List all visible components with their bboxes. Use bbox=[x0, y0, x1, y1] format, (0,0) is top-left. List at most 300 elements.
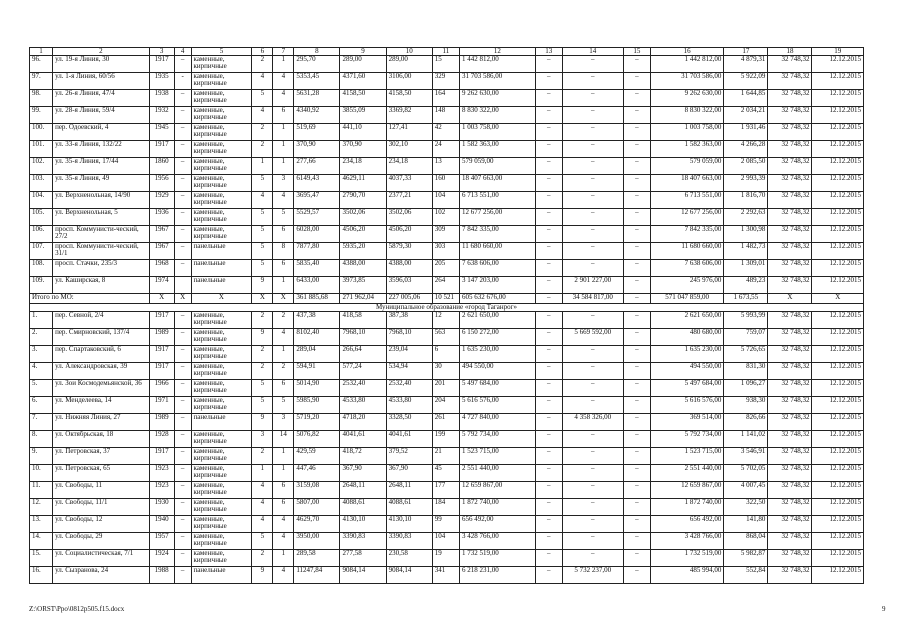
table-cell: 3106,00 bbox=[386, 73, 432, 90]
table-cell: пер. Спартаковский, 6 bbox=[53, 346, 150, 363]
table-cell: 32 748,32 bbox=[768, 482, 812, 499]
table-cell: 13 bbox=[432, 158, 459, 175]
table-cell: 141,80 bbox=[724, 516, 768, 533]
table-cell: 289,04 bbox=[294, 346, 340, 363]
table-cell: 264 bbox=[432, 277, 459, 294]
table-cell: 1966 bbox=[149, 380, 174, 397]
table-cell: 1917 bbox=[149, 56, 174, 73]
table-cell: 24 bbox=[432, 141, 459, 158]
table-cell: 1967 bbox=[149, 226, 174, 243]
table-cell: 3502,06 bbox=[386, 209, 432, 226]
table-cell: 32 748,32 bbox=[768, 448, 812, 465]
table-cell: 204 bbox=[432, 397, 459, 414]
table-cell: 99 bbox=[432, 516, 459, 533]
table-cell: 9084,14 bbox=[386, 567, 432, 584]
table-cell: 494 550,00 bbox=[650, 363, 723, 380]
table-cell: 32 748,32 bbox=[768, 516, 812, 533]
table-cell: 106. bbox=[30, 226, 53, 243]
table-cell: 519,69 bbox=[294, 124, 340, 141]
table-cell: – bbox=[535, 431, 562, 448]
table-cell: 12.12.2015 bbox=[812, 380, 864, 397]
table-cell: 868,04 bbox=[724, 533, 768, 550]
table-cell: – bbox=[623, 448, 650, 465]
total-cell: 10 521 bbox=[432, 294, 459, 304]
table-cell: 2648,11 bbox=[386, 482, 432, 499]
table-cell: 6 bbox=[432, 346, 459, 363]
table-cell: 2 292,63 bbox=[724, 209, 768, 226]
table-cell: – bbox=[535, 56, 562, 73]
table-cell: 32 748,32 bbox=[768, 124, 812, 141]
table-cell: 104 bbox=[432, 533, 459, 550]
table-cell: 5. bbox=[30, 380, 53, 397]
table-cell: – bbox=[174, 260, 191, 277]
table-cell: 12.12.2015 bbox=[812, 56, 864, 73]
table-cell: каменные, кирпичные bbox=[191, 56, 252, 73]
table-cell: 15 bbox=[432, 56, 459, 73]
table-cell: 577,24 bbox=[340, 363, 386, 380]
table-cell: 2 551 440,00 bbox=[650, 465, 723, 482]
table-cell: 1860 bbox=[149, 158, 174, 175]
table-cell: 12. bbox=[30, 499, 53, 516]
table-cell: – bbox=[562, 73, 623, 90]
table-cell: 12.12.2015 bbox=[812, 567, 864, 584]
table-cell: каменные, кирпичные bbox=[191, 141, 252, 158]
table-cell: 201 bbox=[432, 380, 459, 397]
table-cell: – bbox=[535, 226, 562, 243]
table-cell: – bbox=[174, 107, 191, 124]
table-cell: – bbox=[623, 90, 650, 107]
table-cell: 104. bbox=[30, 192, 53, 209]
column-number-5: 5 bbox=[191, 48, 252, 56]
table-cell: 9 bbox=[252, 329, 273, 346]
table-cell: 5 bbox=[252, 175, 273, 192]
table-cell: 5 bbox=[273, 209, 294, 226]
table-cell: 199 bbox=[432, 431, 459, 448]
table-cell: ул. 35-я Линия, 17/44 bbox=[53, 158, 150, 175]
total-label: Итого по МО: bbox=[30, 294, 150, 304]
table-cell: 759,07 bbox=[724, 329, 768, 346]
table-cell: ул. 19-я Линия, 30 bbox=[53, 56, 150, 73]
table-cell: 102. bbox=[30, 158, 53, 175]
table-cell: 16. bbox=[30, 567, 53, 584]
table-cell: 5985,90 bbox=[294, 397, 340, 414]
total-cell: 571 047 859,00 bbox=[650, 294, 723, 304]
table-cell: 2 034,21 bbox=[724, 107, 768, 124]
table-row bbox=[30, 465, 864, 482]
table-row bbox=[30, 550, 864, 567]
table-cell: каменные, кирпичные bbox=[191, 124, 252, 141]
table-cell: 12.12.2015 bbox=[812, 209, 864, 226]
table-cell: 11247,84 bbox=[294, 567, 340, 584]
table-cell: – bbox=[562, 56, 623, 73]
table-cell: 563 bbox=[432, 329, 459, 346]
table-cell: – bbox=[535, 397, 562, 414]
table-cell: каменные, кирпичные bbox=[191, 312, 252, 329]
table-cell: каменные, кирпичные bbox=[191, 397, 252, 414]
table-cell: 12.12.2015 bbox=[812, 107, 864, 124]
table-cell: 437,38 bbox=[294, 312, 340, 329]
column-number-12: 12 bbox=[460, 48, 536, 56]
table-cell: 3973,85 bbox=[340, 277, 386, 294]
table-cell: каменные, кирпичные bbox=[191, 329, 252, 346]
table-cell: – bbox=[174, 397, 191, 414]
table-cell: каменные, кирпичные bbox=[191, 158, 252, 175]
total-cell: Х bbox=[812, 294, 864, 304]
table-cell: ул. Менделеева, 14 bbox=[53, 397, 150, 414]
table-cell: 6149,43 bbox=[294, 175, 340, 192]
table-cell: 11 680 660,00 bbox=[460, 243, 536, 260]
table-cell: 5 616 576,00 bbox=[650, 397, 723, 414]
table-cell: 1 bbox=[273, 465, 294, 482]
table-cell: 5 bbox=[252, 260, 273, 277]
table-cell: 32 748,32 bbox=[768, 397, 812, 414]
table-cell: 1940 bbox=[149, 516, 174, 533]
table-cell: 5 732 237,00 bbox=[562, 567, 623, 584]
table-cell: 480 680,00 bbox=[650, 329, 723, 346]
total-cell: 271 962,04 bbox=[340, 294, 386, 304]
table-cell: 101. bbox=[30, 141, 53, 158]
table-cell: 14. bbox=[30, 533, 53, 550]
table-cell: ул. Верхненольная, 5 bbox=[53, 209, 150, 226]
table-cell: 2377,21 bbox=[386, 192, 432, 209]
section-header-row bbox=[30, 304, 864, 312]
table-cell: 239,04 bbox=[386, 346, 432, 363]
table-cell: 5 982,87 bbox=[724, 550, 768, 567]
table-cell: 108. bbox=[30, 260, 53, 277]
table-cell: 4 bbox=[252, 192, 273, 209]
table-cell: 4 bbox=[273, 192, 294, 209]
table-cell: 2 993,39 bbox=[724, 175, 768, 192]
table-row bbox=[30, 312, 864, 329]
column-number-3: 3 bbox=[149, 48, 174, 56]
table-row bbox=[30, 90, 864, 107]
table-cell: 12.12.2015 bbox=[812, 312, 864, 329]
page-number: 9 bbox=[882, 605, 886, 613]
table-cell: 2648,11 bbox=[340, 482, 386, 499]
table-cell: ул. Социалистическая, 7/1 bbox=[53, 550, 150, 567]
table-cell: 1 482,73 bbox=[724, 243, 768, 260]
table-cell: – bbox=[535, 482, 562, 499]
table-cell: 4. bbox=[30, 363, 53, 380]
table-cell: – bbox=[174, 533, 191, 550]
table-cell: 1 442 812,00 bbox=[650, 56, 723, 73]
table-cell: 2 bbox=[273, 312, 294, 329]
table-cell: 4 bbox=[273, 73, 294, 90]
table-cell: – bbox=[174, 499, 191, 516]
table-row bbox=[30, 107, 864, 124]
table-body bbox=[30, 48, 864, 584]
table-cell: 32 748,32 bbox=[768, 277, 812, 294]
table-cell: 1 644,85 bbox=[724, 90, 768, 107]
table-cell: 1 816,70 bbox=[724, 192, 768, 209]
table-cell: 6 713 551,00 bbox=[650, 192, 723, 209]
table-cell: панельные bbox=[191, 567, 252, 584]
table-cell: – bbox=[535, 363, 562, 380]
table-cell: 12.12.2015 bbox=[812, 397, 864, 414]
table-cell: просп. Стачки, 235/3 bbox=[53, 260, 150, 277]
table-cell: – bbox=[174, 346, 191, 363]
table-cell: 19 bbox=[432, 550, 459, 567]
table-cell: 32 748,32 bbox=[768, 550, 812, 567]
table-cell: 12 bbox=[432, 312, 459, 329]
column-number-1: 1 bbox=[30, 48, 53, 56]
table-cell: 6 218 231,00 bbox=[460, 567, 536, 584]
table-cell: 579 059,00 bbox=[650, 158, 723, 175]
table-cell: 7 638 606,00 bbox=[460, 260, 536, 277]
table-cell: 6 713 551,00 bbox=[460, 192, 536, 209]
table-row bbox=[30, 209, 864, 226]
table-cell: - bbox=[174, 73, 191, 90]
table-cell: 12.12.2015 bbox=[812, 175, 864, 192]
table-cell: 5 bbox=[252, 380, 273, 397]
table-cell: 32 748,32 bbox=[768, 192, 812, 209]
table-cell: 1 bbox=[252, 465, 273, 482]
table-cell: 4 bbox=[273, 533, 294, 550]
table-cell: 32 748,32 bbox=[768, 243, 812, 260]
table-cell: 1. bbox=[30, 312, 53, 329]
table-cell: 418,58 bbox=[340, 312, 386, 329]
table-row bbox=[30, 124, 864, 141]
table-cell: каменные, кирпичные bbox=[191, 499, 252, 516]
table-cell: ул. Свободы, 11 bbox=[53, 482, 150, 499]
table-cell: просп. Коммунисти-ческий, 27/2 bbox=[53, 226, 150, 243]
table-cell: – bbox=[623, 277, 650, 294]
table-cell: 8 bbox=[273, 243, 294, 260]
table-cell: – bbox=[535, 380, 562, 397]
table-cell: 938,30 bbox=[724, 397, 768, 414]
total-cell: Х bbox=[273, 294, 294, 304]
table-cell: – bbox=[535, 175, 562, 192]
table-cell: 5 922,09 bbox=[724, 73, 768, 90]
table-cell: 1923 bbox=[149, 482, 174, 499]
table-cell: 289,58 bbox=[294, 550, 340, 567]
table-cell: 3390,83 bbox=[386, 533, 432, 550]
column-number-7: 7 bbox=[273, 48, 294, 56]
table-cell: ул. 1-я Линия, 60/56 bbox=[53, 73, 150, 90]
table-cell: 5353,45 bbox=[294, 73, 340, 90]
table-cell: 6 bbox=[273, 499, 294, 516]
table-cell: 11. bbox=[30, 482, 53, 499]
table-cell: 5 993,99 bbox=[724, 312, 768, 329]
table-cell: 2 621 650,00 bbox=[650, 312, 723, 329]
table-cell: 2 085,50 bbox=[724, 158, 768, 175]
table-cell: 4 266,28 bbox=[724, 141, 768, 158]
table-cell: 370,90 bbox=[294, 141, 340, 158]
table-cell: 3 bbox=[273, 175, 294, 192]
table-cell: 8102,40 bbox=[294, 329, 340, 346]
table-cell: 45 bbox=[432, 465, 459, 482]
table-cell: – bbox=[174, 209, 191, 226]
total-cell: 361 885,68 bbox=[294, 294, 340, 304]
table-cell: каменные, кирпичные bbox=[191, 107, 252, 124]
table-cell: – bbox=[562, 90, 623, 107]
table-cell: – bbox=[623, 141, 650, 158]
table-cell: – bbox=[174, 90, 191, 107]
table-cell: 32 748,32 bbox=[768, 567, 812, 584]
table-cell: – bbox=[174, 567, 191, 584]
table-cell: каменные, кирпичные bbox=[191, 90, 252, 107]
table-cell: – bbox=[535, 107, 562, 124]
table-cell: 1 bbox=[273, 56, 294, 73]
table-cell: 1 523 715,00 bbox=[650, 448, 723, 465]
table-cell: – bbox=[623, 499, 650, 516]
table-cell: 3328,50 bbox=[386, 414, 432, 431]
table-cell: 2 621 650,00 bbox=[460, 312, 536, 329]
table-cell: 1 931,46 bbox=[724, 124, 768, 141]
table-cell: 32 748,32 bbox=[768, 73, 812, 90]
table-cell: 831,30 bbox=[724, 363, 768, 380]
table-cell: – bbox=[535, 465, 562, 482]
table-cell: 2. bbox=[30, 329, 53, 346]
table-row bbox=[30, 73, 864, 90]
table-cell: 7 842 335,00 bbox=[460, 226, 536, 243]
table-row bbox=[30, 346, 864, 363]
table-cell: 4388,00 bbox=[386, 260, 432, 277]
table-cell: 1 003 758,00 bbox=[460, 124, 536, 141]
table-cell: 4 879,31 bbox=[724, 56, 768, 73]
total-row bbox=[30, 294, 864, 304]
table-cell: 3596,03 bbox=[386, 277, 432, 294]
table-cell: – bbox=[623, 414, 650, 431]
table-cell: 1 bbox=[273, 124, 294, 141]
table-cell: – bbox=[535, 533, 562, 550]
table-row bbox=[30, 448, 864, 465]
table-cell: 5 792 734,00 bbox=[460, 431, 536, 448]
table-cell: 4130,10 bbox=[386, 516, 432, 533]
table-cell: – bbox=[623, 243, 650, 260]
table-cell: 1967 bbox=[149, 243, 174, 260]
table-cell: 369 514,00 bbox=[650, 414, 723, 431]
table-row bbox=[30, 175, 864, 192]
table-cell: 12.12.2015 bbox=[812, 516, 864, 533]
column-number-13: 13 bbox=[535, 48, 562, 56]
column-number-11: 11 bbox=[432, 48, 459, 56]
table-cell: 32 748,32 bbox=[768, 465, 812, 482]
table-cell: ул. 26-я Линия, 47/4 bbox=[53, 90, 150, 107]
table-cell: 302,10 bbox=[386, 141, 432, 158]
table-cell: ул. Свободы, 12 bbox=[53, 516, 150, 533]
table-cell: – bbox=[623, 516, 650, 533]
table-cell: 12.12.2015 bbox=[812, 90, 864, 107]
table-cell: 367,90 bbox=[340, 465, 386, 482]
table-cell: 230,58 bbox=[386, 550, 432, 567]
total-cell: 605 632 676,00 bbox=[460, 294, 536, 304]
table-cell: 184 bbox=[432, 499, 459, 516]
table-row bbox=[30, 329, 864, 346]
table-cell: каменные, кирпичные bbox=[191, 192, 252, 209]
table-cell: 367,90 bbox=[386, 465, 432, 482]
table-row bbox=[30, 431, 864, 448]
table-cell: 96. bbox=[30, 56, 53, 73]
column-number-16: 16 bbox=[650, 48, 723, 56]
table-row bbox=[30, 397, 864, 414]
table-cell: 4 bbox=[252, 516, 273, 533]
table-cell: 261 bbox=[432, 414, 459, 431]
table-cell: 1 635 230,00 bbox=[460, 346, 536, 363]
table-cell: 1974 bbox=[149, 277, 174, 294]
table-cell: ул. Свободы, 11/1 bbox=[53, 499, 150, 516]
table-cell: – bbox=[535, 550, 562, 567]
table-cell: 6433,00 bbox=[294, 277, 340, 294]
table-cell: ул. Нижняя Линия, 27 bbox=[53, 414, 150, 431]
table-cell: 5807,00 bbox=[294, 499, 340, 516]
table-cell: 429,59 bbox=[294, 448, 340, 465]
table-cell: 7 842 335,00 bbox=[650, 226, 723, 243]
table-cell: ул. 33-я Линия, 132/22 bbox=[53, 141, 150, 158]
table-cell: 4088,61 bbox=[340, 499, 386, 516]
table-cell: 160 bbox=[432, 175, 459, 192]
table-cell: 1917 bbox=[149, 448, 174, 465]
total-cell: Х bbox=[768, 294, 812, 304]
column-number-10: 10 bbox=[386, 48, 432, 56]
table-cell: – bbox=[623, 312, 650, 329]
column-number-14: 14 bbox=[562, 48, 623, 56]
table-cell: 4718,20 bbox=[340, 414, 386, 431]
table-cell: – bbox=[535, 243, 562, 260]
table-cell: – bbox=[174, 414, 191, 431]
table-cell: 12.12.2015 bbox=[812, 226, 864, 243]
table-cell: 12.12.2015 bbox=[812, 550, 864, 567]
table-cell: каменные, кирпичные bbox=[191, 73, 252, 90]
table-cell: 552,84 bbox=[724, 567, 768, 584]
table-cell: 4629,11 bbox=[340, 175, 386, 192]
table-cell: 32 748,32 bbox=[768, 346, 812, 363]
table-cell: 1971 bbox=[149, 397, 174, 414]
table-cell: 6028,00 bbox=[294, 226, 340, 243]
table-cell: – bbox=[174, 363, 191, 380]
table-cell: 104 bbox=[432, 192, 459, 209]
table-cell: – bbox=[174, 158, 191, 175]
table-cell: 4158,50 bbox=[386, 90, 432, 107]
table-cell: – bbox=[174, 431, 191, 448]
table-cell: 3 147 203,00 bbox=[460, 277, 536, 294]
table-cell: 205 bbox=[432, 260, 459, 277]
table-cell: 12.12.2015 bbox=[812, 277, 864, 294]
table-row bbox=[30, 277, 864, 294]
table-cell: 5719,20 bbox=[294, 414, 340, 431]
table-cell: 3159,08 bbox=[294, 482, 340, 499]
table-cell: 97. bbox=[30, 73, 53, 90]
total-cell: Х bbox=[174, 294, 191, 304]
table-row bbox=[30, 414, 864, 431]
table-cell: пер. Смирновский, 137/4 bbox=[53, 329, 150, 346]
table-cell: 579 059,00 bbox=[460, 158, 536, 175]
column-number-8: 8 bbox=[294, 48, 340, 56]
table-cell: 32 748,32 bbox=[768, 431, 812, 448]
table-cell: 12.12.2015 bbox=[812, 192, 864, 209]
table-cell: – bbox=[562, 243, 623, 260]
table-cell: – bbox=[535, 329, 562, 346]
table-cell: 148 bbox=[432, 107, 459, 124]
table-row bbox=[30, 516, 864, 533]
table-cell: – bbox=[174, 448, 191, 465]
table-cell: – bbox=[623, 465, 650, 482]
table-cell: ул. 28-я Линия, 59/4 bbox=[53, 107, 150, 124]
table-cell: 656 492,00 bbox=[460, 516, 536, 533]
table-cell: – bbox=[623, 107, 650, 124]
table-cell: 1917 bbox=[149, 141, 174, 158]
table-cell: – bbox=[562, 107, 623, 124]
table-cell: 7968,10 bbox=[386, 329, 432, 346]
table-cell: каменные, кирпичные bbox=[191, 175, 252, 192]
table-cell: 21 bbox=[432, 448, 459, 465]
table-cell: 1 582 363,00 bbox=[460, 141, 536, 158]
column-number-2: 2 bbox=[53, 48, 150, 56]
table-cell: ул. Петровская, 65 bbox=[53, 465, 150, 482]
table-cell: 32 748,32 bbox=[768, 533, 812, 550]
table-cell: 12.12.2015 bbox=[812, 124, 864, 141]
table-cell: – bbox=[174, 226, 191, 243]
